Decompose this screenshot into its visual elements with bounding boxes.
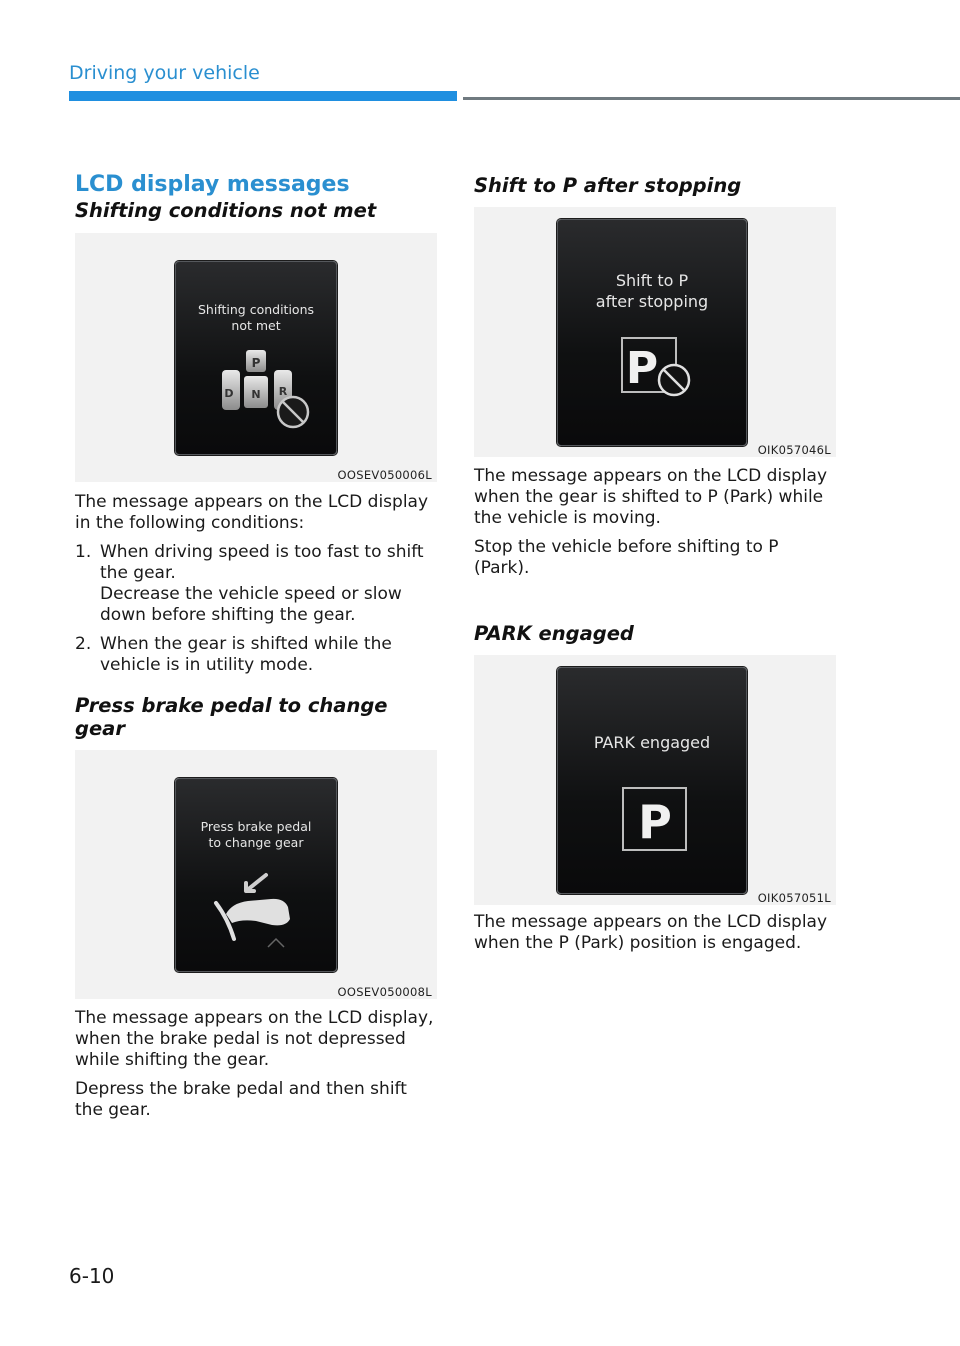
lcd-message: PARK engaged [593,733,711,752]
park-prohibited-icon [558,220,746,445]
list-number: 2. [75,634,92,654]
list-number: 1. [75,542,92,562]
lcd-line-1: Press brake pedal [200,819,312,834]
lcd-line-2: to change gear [208,835,304,850]
lcd-screen [175,261,337,455]
figure-park-engaged [474,655,836,905]
park-letter: P [638,795,672,849]
list-item [75,634,437,676]
paragraph-shift-1: The message appears on the LCD display when the gear is shifted to P (Park) while the vehicle is moving. [474,466,828,528]
gear-selector-icon [176,262,336,454]
page-number: 6-10 [69,1264,115,1288]
right-column [474,172,836,962]
lcd-line-1: Shift to P [615,271,689,290]
park-icon [558,668,746,893]
figure-shift-to-p [474,207,836,457]
arrow-icon [246,875,266,891]
list-text: When the gear is shifted while the vehicle is in utility mode. [100,634,392,675]
paragraph-intro: The message appears on the LCD display in the following conditions: [75,492,429,533]
figure-press-brake [75,750,437,999]
lcd-screen [175,778,337,972]
paragraph-park: The message appears on the LCD display when the P (Park) position is engaged. [474,912,828,953]
lcd-line-2: after stopping [595,292,709,311]
paragraph-brake-1: The message appears on the LCD display, when the brake pedal is not depressed while shifting the gear. [75,1008,434,1070]
list-subtext: Decrease the vehicle speed or slow down before shifting the gear. [100,584,402,625]
header-rule [463,97,960,100]
paragraph-shift-2: Stop the vehicle before shifting to P (Park). [474,537,779,578]
list-text: When driving speed is too fast to shift the gear. [100,542,424,583]
chapter-title: Driving your vehicle [69,62,260,84]
pedal-base-icon [268,939,284,947]
figure-code: OIK057051L [757,891,831,905]
heading-shifting-conditions: Shifting conditions not met [75,199,377,222]
shoe-icon [226,899,290,926]
gear-d-label: D [224,387,234,400]
list-item [75,542,437,626]
figure-code: OOSEV050008L [337,985,432,999]
section-title: LCD display messages [75,172,350,197]
heading-press-brake: Press brake pedal to change gear [75,694,388,740]
lcd-screen [557,667,747,894]
lcd-screen [557,219,747,446]
header-accent-bar [69,91,457,101]
heading-park-engaged: PARK engaged [474,622,634,645]
lcd-line-1: Shifting conditions [197,302,315,317]
figure-shifting-conditions [75,233,437,482]
conditions-list [75,542,437,676]
prohibited-icon [278,397,308,427]
heading-shift-to-p: Shift to P after stopping [474,174,742,197]
figure-code: OIK057046L [757,443,831,457]
park-letter: P [625,343,659,394]
paragraph-brake-2: Depress the brake pedal and then shift the gear. [75,1079,407,1120]
prohibited-icon [659,365,689,395]
lcd-line-2: not met [231,318,281,333]
gear-r-label: R [278,385,288,398]
figure-code: OOSEV050006L [337,468,432,482]
brake-pedal-icon [176,779,336,971]
gear-n-label: N [251,388,261,401]
left-column [75,172,437,1129]
gear-p-label: P [251,356,261,370]
